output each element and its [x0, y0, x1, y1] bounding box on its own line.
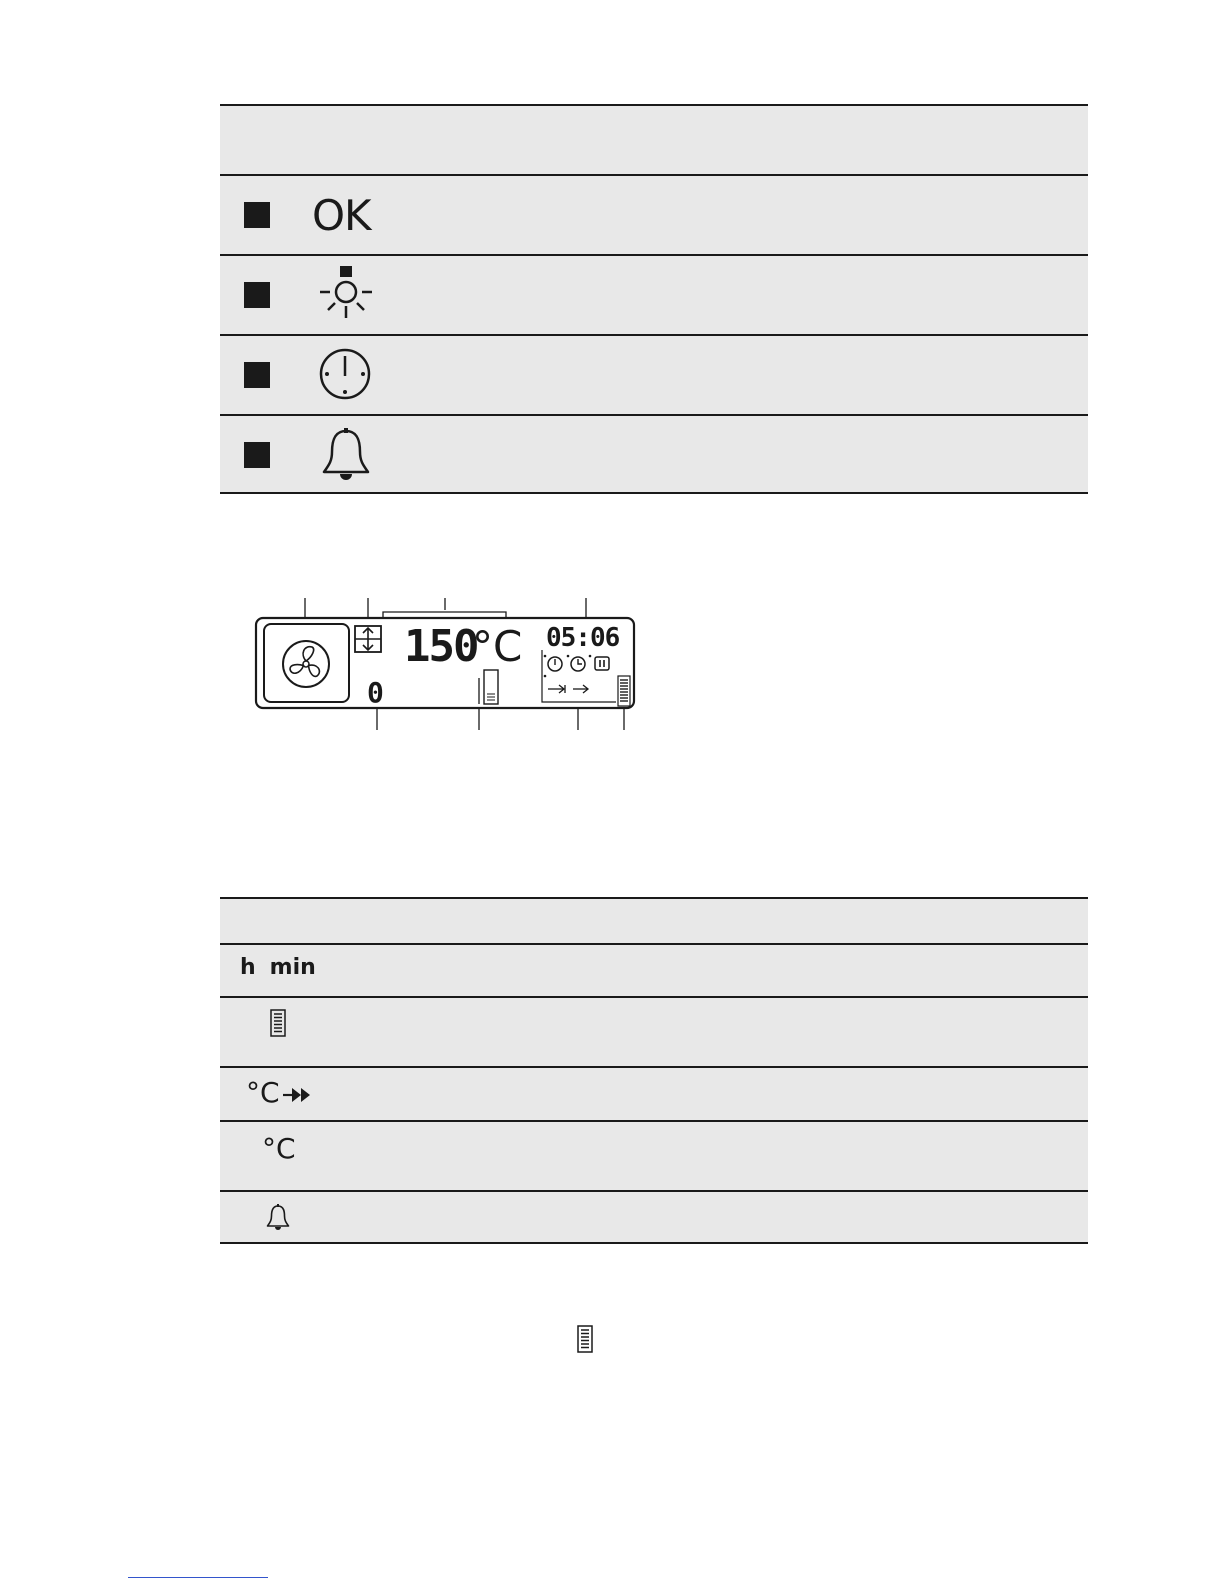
buttons-table — [220, 104, 1088, 494]
table-row — [220, 943, 1088, 996]
lamp-icon — [318, 264, 374, 324]
sensor-field-marker — [244, 442, 270, 468]
sensor-field-marker — [244, 282, 270, 308]
sensor-field-marker — [244, 362, 270, 388]
bell-icon — [266, 1204, 290, 1231]
shelf-level-readout: 0 — [367, 676, 384, 709]
indicators-table — [220, 897, 1088, 1244]
heat-bar-icon — [577, 1325, 593, 1353]
footnote-separator — [128, 1577, 268, 1578]
table-row — [220, 1066, 1088, 1120]
table-row — [220, 174, 1088, 254]
bell-icon — [320, 428, 372, 482]
hours-minutes-label — [240, 955, 316, 980]
fast-heat-arrows-icon — [282, 1086, 312, 1104]
hours-label: h — [240, 955, 256, 980]
temperature-unit: °C — [472, 622, 523, 671]
table-row — [220, 334, 1088, 414]
time-readout: 05:06 — [546, 623, 620, 653]
table-row — [220, 996, 1088, 1066]
clock-icon — [317, 346, 373, 402]
heat-bar-icon — [270, 1009, 286, 1037]
temperature-unit: °C — [262, 1132, 296, 1165]
ok-symbol: OK — [312, 191, 371, 240]
table-row — [220, 414, 1088, 494]
table-row — [220, 1190, 1088, 1244]
table-header-row — [220, 897, 1088, 943]
temperature-readout: 150 — [404, 621, 478, 672]
sensor-field-marker — [244, 202, 270, 228]
table-row — [220, 1120, 1088, 1190]
minutes-label: min — [269, 955, 316, 980]
table-header-row — [220, 104, 1088, 174]
oven-display-illustration — [228, 598, 648, 738]
temperature-unit: °C — [246, 1076, 280, 1109]
table-row — [220, 254, 1088, 334]
